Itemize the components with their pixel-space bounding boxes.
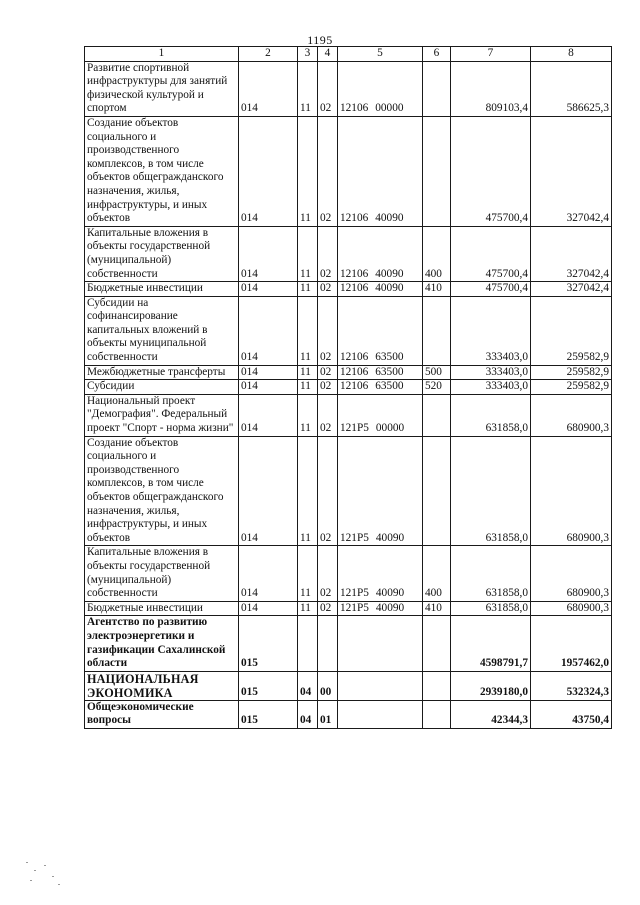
line-item-name: Агентство по развитию электроэнергетики и газификации Сахалинской области [85, 616, 239, 671]
line-item-name: Национальный проект "Демография". Федеральный проект "Спорт - норма жизни" [85, 394, 239, 436]
section-code: 11 [298, 394, 318, 436]
section-code: 11 [298, 226, 318, 281]
table-row [85, 700, 612, 728]
ministry-code: 014 [239, 61, 298, 116]
subsection-code: 02 [318, 394, 338, 436]
line-item-name: Капитальные вложения в объекты государственной (муниципальной) собственности [85, 546, 239, 601]
table-row [85, 296, 612, 365]
amount-col-7: 809103,4 [451, 61, 531, 116]
line-item-name: Бюджетные инвестиции [85, 601, 239, 616]
line-item-name: Развитие спортивной инфраструктуры для занятий физической культурой и спортом [85, 61, 239, 116]
target-article-direction: 40090 [375, 267, 404, 280]
header-row [85, 47, 612, 62]
subsection-code: 00 [318, 671, 338, 700]
ministry-code: 014 [239, 436, 298, 546]
expense-type-code: 500 [423, 365, 451, 380]
subsection-code: 02 [318, 365, 338, 380]
table-row [85, 394, 612, 436]
target-article-program: 12106 [340, 380, 369, 393]
expense-type-code [423, 61, 451, 116]
section-code: 11 [298, 601, 318, 616]
target-article-code [338, 700, 423, 728]
ministry-code: 014 [239, 282, 298, 297]
amount-col-7: 631858,0 [451, 394, 531, 436]
target-article-code [338, 61, 423, 116]
target-article-direction: 00000 [375, 422, 405, 435]
header-cell-2: 2 [239, 47, 298, 62]
expense-type-code: 400 [423, 226, 451, 281]
amount-col-8: 680900,3 [531, 394, 612, 436]
target-article-code [338, 380, 423, 395]
target-article-direction: 00000 [375, 102, 404, 115]
ministry-code: 015 [239, 671, 298, 700]
table-row [85, 601, 612, 616]
target-article-direction: 63500 [375, 365, 404, 378]
target-article-code [338, 296, 423, 365]
table-row [85, 546, 612, 601]
amount-col-8: 259582,9 [531, 365, 612, 380]
expense-type-code [423, 116, 451, 226]
amount-col-7: 333403,0 [451, 365, 531, 380]
target-article-direction: 40090 [375, 212, 404, 225]
header-cell-3: 3 [298, 47, 318, 62]
section-code: 11 [298, 365, 318, 380]
table-row [85, 365, 612, 380]
amount-col-8: 43750,4 [531, 700, 612, 728]
subsection-code: 02 [318, 116, 338, 226]
target-article-program: 12106 [340, 267, 369, 280]
subsection-code: 02 [318, 436, 338, 546]
section-code: 04 [298, 671, 318, 700]
amount-col-8: 532324,3 [531, 671, 612, 700]
amount-col-7: 631858,0 [451, 601, 531, 616]
table-row [85, 671, 612, 700]
amount-col-8: 259582,9 [531, 380, 612, 395]
target-article-program: 121P5 [340, 422, 369, 435]
amount-col-7: 42344,3 [451, 700, 531, 728]
header-cell-4: 4 [318, 47, 338, 62]
expense-type-code [423, 671, 451, 700]
line-item-name: Создание объектов социального и производственного комплексов, в том числе объектов общегражданского назначения, жилья, инфраструктуры, и иных объектов [85, 436, 239, 546]
target-article-code [338, 546, 423, 601]
ministry-code: 014 [239, 601, 298, 616]
target-article-program: 12106 [340, 212, 369, 225]
amount-col-8: 680900,3 [531, 601, 612, 616]
expense-type-code [423, 296, 451, 365]
ministry-code: 014 [239, 226, 298, 281]
target-article-direction: 40090 [375, 531, 405, 544]
amount-col-8: 680900,3 [531, 546, 612, 601]
section-code: 11 [298, 61, 318, 116]
subsection-code: 02 [318, 282, 338, 297]
table-row [85, 226, 612, 281]
target-article-code [338, 116, 423, 226]
section-code: 11 [298, 296, 318, 365]
line-item-name: Общеэкономические вопросы [85, 700, 239, 728]
section-code: 11 [298, 282, 318, 297]
ministry-code: 014 [239, 546, 298, 601]
subsection-code: 01 [318, 700, 338, 728]
subsection-code [318, 616, 338, 671]
ministry-code: 014 [239, 296, 298, 365]
section-code: 04 [298, 700, 318, 728]
ministry-code: 014 [239, 380, 298, 395]
amount-col-8: 327042,4 [531, 116, 612, 226]
target-article-program: 12106 [340, 351, 369, 364]
line-item-name: Субсидии на софинансирование капитальных вложений в объекты муниципальной собственности [85, 296, 239, 365]
table-row [85, 61, 612, 116]
amount-col-7: 475700,4 [451, 226, 531, 281]
line-item-name: Капитальные вложения в объекты государственной (муниципальной) собственности [85, 226, 239, 281]
amount-col-7: 631858,0 [451, 546, 531, 601]
subsection-code: 02 [318, 546, 338, 601]
target-article-code [338, 365, 423, 380]
target-article-program: 121P5 [340, 531, 369, 544]
header-cell-5: 5 [338, 47, 423, 62]
target-article-direction: 63500 [375, 351, 404, 364]
section-code: 11 [298, 546, 318, 601]
amount-col-8: 680900,3 [531, 436, 612, 546]
ministry-code: 015 [239, 700, 298, 728]
section-code: 11 [298, 436, 318, 546]
target-article-code [338, 226, 423, 281]
amount-col-7: 333403,0 [451, 380, 531, 395]
target-article-program: 12106 [340, 365, 369, 378]
expense-type-code: 410 [423, 282, 451, 297]
subsection-code: 02 [318, 380, 338, 395]
ministry-code: 014 [239, 116, 298, 226]
section-code: 11 [298, 116, 318, 226]
subsection-code: 02 [318, 296, 338, 365]
ministry-code: 014 [239, 394, 298, 436]
line-item-name: Субсидии [85, 380, 239, 395]
target-article-program: 121P5 [340, 587, 369, 600]
target-article-direction: 40090 [375, 282, 404, 295]
table-row [85, 282, 612, 297]
target-article-code [338, 616, 423, 671]
section-code [298, 616, 318, 671]
target-article-program: 12106 [340, 102, 369, 115]
header-cell-6: 6 [423, 47, 451, 62]
expense-type-code [423, 436, 451, 546]
amount-col-7: 631858,0 [451, 436, 531, 546]
line-item-name: НАЦИОНАЛЬНАЯ ЭКОНОМИКА [85, 671, 239, 700]
target-article-direction: 40090 [375, 587, 405, 600]
subsection-code: 02 [318, 601, 338, 616]
amount-col-7: 2939180,0 [451, 671, 531, 700]
target-article-code [338, 671, 423, 700]
target-article-code [338, 282, 423, 297]
header-cell-7: 7 [451, 47, 531, 62]
expense-type-code [423, 700, 451, 728]
line-item-name: Межбюджетные трансферты [85, 365, 239, 380]
target-article-direction: 63500 [375, 380, 404, 393]
header-cell-1: 1 [85, 47, 239, 62]
scan-specks [24, 858, 64, 888]
ministry-code: 014 [239, 365, 298, 380]
expense-type-code: 400 [423, 546, 451, 601]
expense-type-code: 410 [423, 601, 451, 616]
amount-col-7: 475700,4 [451, 116, 531, 226]
amount-col-7: 333403,0 [451, 296, 531, 365]
target-article-code [338, 601, 423, 616]
line-item-name: Создание объектов социального и производственного комплексов, в том числе объектов общегражданского назначения, жилья, инфраструктуры, и иных объектов [85, 116, 239, 226]
subsection-code: 02 [318, 226, 338, 281]
line-item-name: Бюджетные инвестиции [85, 282, 239, 297]
expense-type-code [423, 394, 451, 436]
ministry-code: 015 [239, 616, 298, 671]
expense-type-code [423, 616, 451, 671]
target-article-program: 12106 [340, 282, 369, 295]
table-row [85, 616, 612, 671]
amount-col-8: 327042,4 [531, 226, 612, 281]
amount-col-8: 1957462,0 [531, 616, 612, 671]
page-number: 1195 [307, 33, 333, 47]
header-cell-8: 8 [531, 47, 612, 62]
target-article-direction: 40090 [375, 601, 405, 614]
subsection-code: 02 [318, 61, 338, 116]
section-code: 11 [298, 380, 318, 395]
amount-col-8: 259582,9 [531, 296, 612, 365]
expense-type-code: 520 [423, 380, 451, 395]
target-article-program: 121P5 [340, 601, 369, 614]
amount-col-7: 475700,4 [451, 282, 531, 297]
budget-table [84, 46, 612, 729]
table-row [85, 116, 612, 226]
target-article-code [338, 394, 423, 436]
table-row [85, 436, 612, 546]
table-row [85, 380, 612, 395]
amount-col-8: 586625,3 [531, 61, 612, 116]
amount-col-7: 4598791,7 [451, 616, 531, 671]
amount-col-8: 327042,4 [531, 282, 612, 297]
target-article-code [338, 436, 423, 546]
